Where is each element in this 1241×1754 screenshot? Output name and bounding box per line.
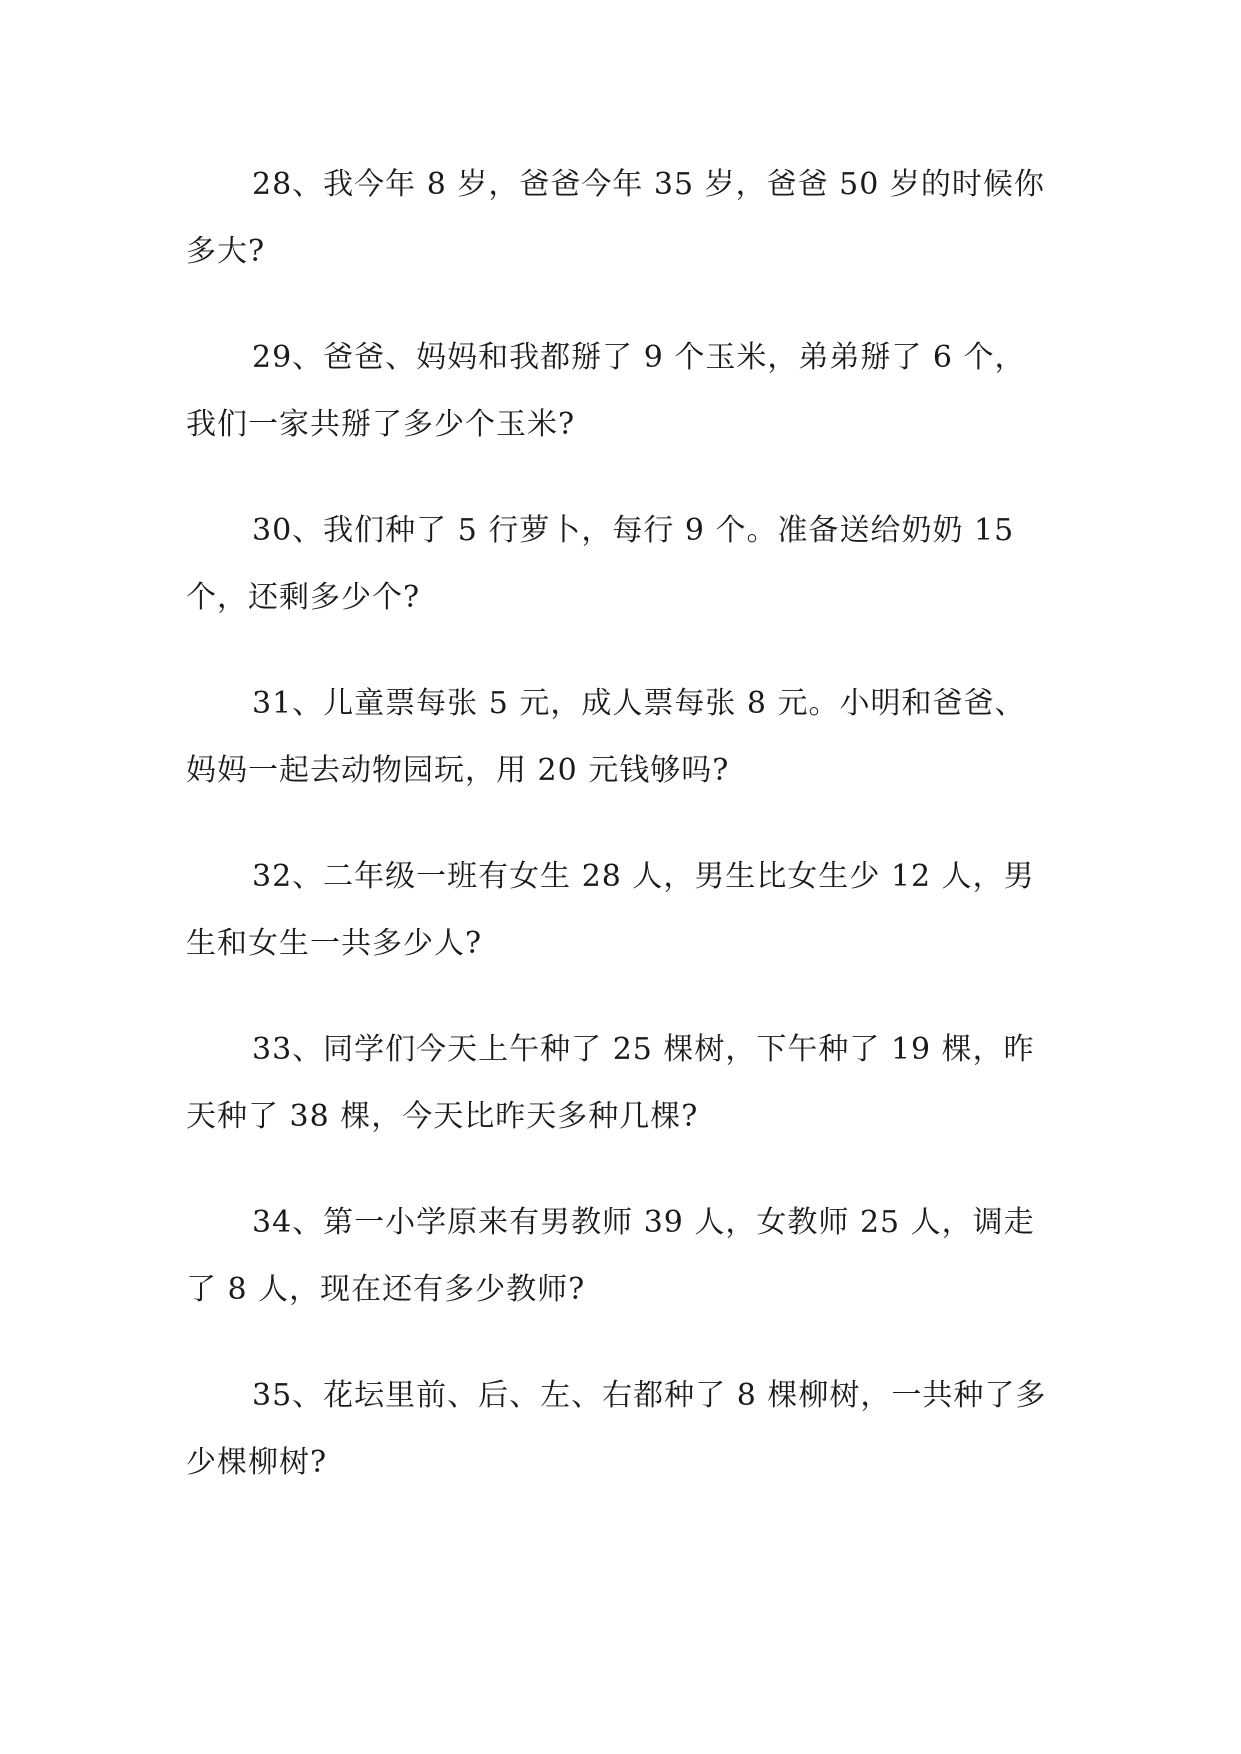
problem-35: 35、花坛里前、后、左、右都种了 8 棵柳树，一共种了多少棵柳树? bbox=[186, 1378, 1047, 1480]
problem-29: 29、爸爸、妈妈和我都掰了 9 个玉米，弟弟掰了 6 个，我们一家共掰了多少个玉米? bbox=[186, 340, 1026, 442]
problem-30: 30、我们种了 5 行萝卜，每行 9 个。准备送给奶奶 15 个，还剩多少个? bbox=[186, 513, 1015, 615]
problem-33: 33、同学们今天上午种了 25 棵树，下午种了 19 棵，昨天种了 38 棵，今天比昨天多种几棵? bbox=[186, 1032, 1035, 1134]
problem-34: 34、第一小学原来有男教师 39 人，女教师 25 人，调走了 8 人，现在还有多少教师? bbox=[186, 1205, 1035, 1307]
problem-31: 31、儿童票每张 5 元，成人票每张 8 元。小明和爸爸、妈妈一起去动物园玩，用 20 元钱够吗? bbox=[186, 686, 1026, 788]
problem-32: 32、二年级一班有女生 28 人，男生比女生少 12 人，男生和女生一共多少人? bbox=[186, 859, 1035, 961]
problem-28: 28、我今年 8 岁，爸爸今年 35 岁，爸爸 50 岁的时候你多大? bbox=[186, 167, 1045, 269]
